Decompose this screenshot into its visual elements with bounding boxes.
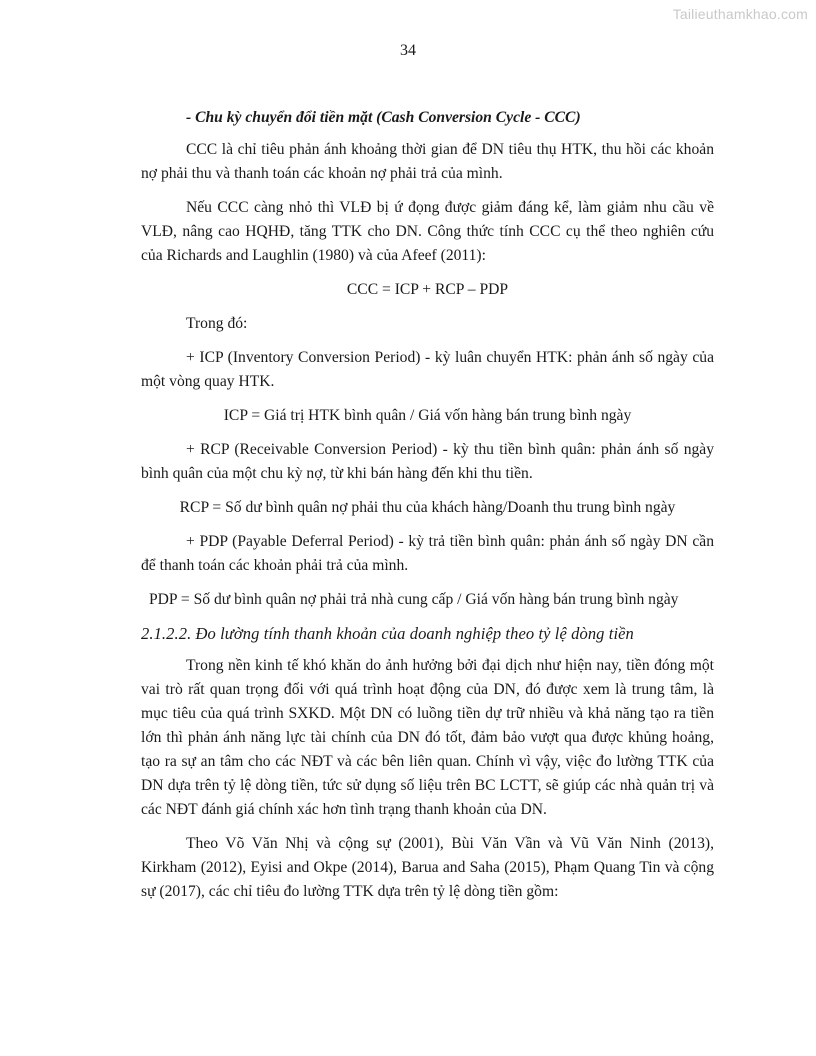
ccc-formula: CCC = ICP + RCP – PDP	[346, 281, 509, 298]
pdp-formula: PDP = Số dư bình quân nợ phải trả nhà cung cấp / Giá vốn hàng bán trung bình ngày	[149, 591, 679, 608]
ccc-heading: - Chu kỳ chuyển đổi tiền mặt (Cash Conversion Cycle - CCC)	[186, 109, 581, 126]
icp-description: + ICP (Inventory Conversion Period) - kỳ luân chuyển HTK: phản ánh số ngày của một vòng quay HTK.	[141, 349, 714, 390]
rcp-description: + RCP (Receivable Conversion Period) - kỳ thu tiền bình quân: phản ánh số ngày bình quân của một chu kỳ nợ, từ khi bán hàng đến khi thu tiền.	[141, 441, 714, 482]
ccc-definition-paragraph: CCC là chỉ tiêu phản ánh khoảng thời gian để DN tiêu thụ HTK, thu hồi các khoản nợ phải thu và thanh toán các khoản nợ phải trả của mình.	[141, 141, 714, 182]
pdp-description: + PDP (Payable Deferral Period) - kỳ trả tiền bình quân: phản ánh số ngày DN cần để thanh toán các khoản phải trả của mình.	[141, 533, 714, 574]
subsection-heading: 2.1.2.2. Đo lường tính thanh khoản của doanh nghiệp theo tỷ lệ dòng tiền	[141, 624, 634, 643]
page-content	[141, 106, 714, 914]
indicators-intro-paragraph: Theo Võ Văn Nhị và cộng sự (2001), Bùi Văn Vần và Vũ Văn Ninh (2013), Kirkham (2012), Eyisi and Okpe (2014), Barua and Saha (2015), Phạm Quang Tin và cộng sự (2017), các chỉ tiêu đo lường TTK dựa trên tỷ lệ dòng tiền gồm:	[141, 835, 714, 900]
rcp-formula: RCP = Số dư bình quân nợ phải thu của khách hàng/Doanh thu trung bình ngày	[179, 499, 676, 516]
where-label: Trong đó:	[186, 315, 248, 332]
cashflow-liquidity-paragraph: Trong nền kinh tế khó khăn do ảnh hưởng bởi đại dịch như hiện nay, tiền đóng một vai trò rất quan trọng đối với quá trình hoạt động của DN, đó được xem là trung tâm, là mục tiêu của quá trình SXKD. Một DN có luồng tiền dự trữ nhiều và khả năng tạo ra tiền lớn thì phản ánh năng lực tài chính của DN đó tốt, đảm bảo vượt qua được khủng hoảng, tạo ra sự an tâm cho các NĐT và các bên liên quan. Chính vì vậy, việc đo lường TTK của DN dựa trên tỷ lệ dòng tiền, tức sử dụng số liệu trên BC LCTT, sẽ giúp các nhà quản trị và các NĐT đánh giá chính xác hơn tình trạng thanh khoản của DN.	[141, 657, 714, 818]
watermark: Tailieuthamkhao.com	[672, 6, 808, 22]
icp-formula: ICP = Giá trị HTK bình quân / Giá vốn hàng bán trung bình ngày	[223, 407, 632, 424]
page-number: 34	[400, 42, 416, 59]
ccc-effect-paragraph: Nếu CCC càng nhỏ thì VLĐ bị ứ đọng được giảm đáng kể, làm giảm nhu cầu về VLĐ, nâng cao HQHĐ, tăng TTK cho DN. Công thức tính CCC cụ thể theo nghiên cứu của Richards and Laughlin (1980) và của Afeef (2011):	[141, 199, 714, 264]
